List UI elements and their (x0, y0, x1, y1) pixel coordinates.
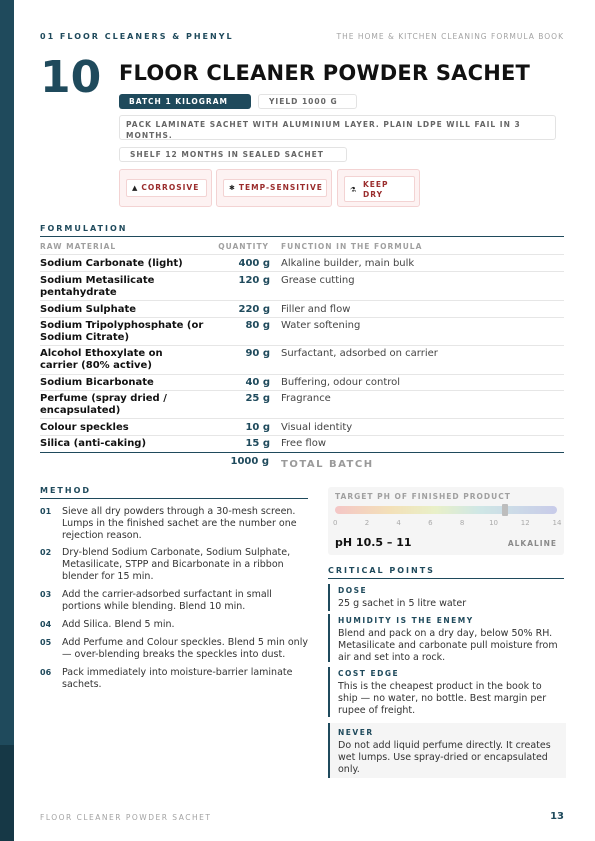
step-number: 02 (40, 548, 52, 557)
section-label: 01 FLOOR CLEANERS & PHENYL (40, 32, 234, 41)
book-title: THE HOME & KITCHEN CLEANING FORMULA BOOK (336, 32, 564, 41)
ph-tick: 4 (396, 519, 401, 527)
step-text: Pack immediately into moisture-barrier laminate sachets. (62, 667, 293, 690)
step-number: 01 (40, 507, 52, 516)
hazard-label: KEEP DRY (363, 180, 389, 199)
flame-icon: ▲ (132, 184, 139, 192)
material-quantity: 400 g (238, 258, 270, 269)
hazard-label: CORROSIVE (141, 183, 200, 192)
step-number: 03 (40, 590, 52, 599)
material-function: Visual identity (281, 422, 353, 433)
method-step (40, 506, 310, 542)
material-name: Sodium Sulphate (40, 304, 137, 315)
critical-points-divider (328, 578, 564, 579)
critical-point-humidity (328, 614, 566, 662)
shelf-pill: SHELF 12 MONTHS IN SEALED SACHET (119, 147, 347, 162)
ph-scale-bar (335, 506, 557, 514)
method-divider (40, 498, 308, 499)
material-name: Sodium Metasilicate pentahydrate (40, 275, 155, 298)
recipe-number: 10 (40, 52, 102, 103)
material-name: Silica (anti-caking) (40, 438, 147, 449)
step-number: 06 (40, 668, 52, 677)
critical-point-text: 25 g sachet in 5 litre water (338, 598, 467, 609)
step-text: Add Perfume and Colour speckles. Blend 5 min only — over-blending breaks the speckles into dust. (62, 637, 308, 660)
pack-pill: PACK LAMINATE SACHET WITH ALUMINIUM LAYER. PLAIN LDPE WILL FAIL IN 3 MONTHS. (119, 115, 556, 140)
material-name: Perfume (spray dried / encapsulated) (40, 393, 167, 416)
batch-pill: BATCH 1 KILOGRAM (119, 94, 251, 109)
step-text: Sieve all dry powders through a 30-mesh screen. Lumps in the finished sachet are the number one rejection reason. (62, 506, 297, 541)
ph-title: TARGET PH OF FINISHED PRODUCT (335, 492, 511, 501)
method-step (40, 547, 310, 583)
table-row (40, 272, 564, 301)
material-name: Sodium Carbonate (light) (40, 258, 183, 269)
table-row (40, 345, 564, 375)
critical-point-text: Blend and pack on a dry day, below 50% RH. Metasilicate and carbonate pull moisture from air and set into a rock. (338, 628, 558, 663)
table-row (40, 435, 564, 451)
column-header-quantity: QUANTITY (218, 242, 269, 251)
column-header-function: FUNCTION IN THE FORMULA (281, 242, 423, 251)
ph-tick: 0 (333, 519, 338, 527)
sidebar-accent-bottom (0, 745, 14, 841)
hazard-badge-corrosive (119, 169, 212, 207)
total-quantity: 1000 g (230, 456, 269, 467)
ph-tick: 2 (364, 519, 370, 527)
table-row (40, 374, 564, 391)
ph-panel (328, 487, 564, 555)
critical-point-label: COST EDGE (338, 669, 400, 678)
ph-classification: ALKALINE (507, 539, 557, 548)
material-name: Sodium Tripolyphosphate (or Sodium Citrate) (40, 320, 204, 343)
hazard-badge-keep-dry (337, 169, 420, 207)
material-function: Alkaline builder, main bulk (281, 258, 415, 269)
material-function: Buffering, odour control (281, 377, 401, 388)
formulation-divider (40, 236, 564, 237)
ph-tick: 8 (459, 519, 465, 527)
page-title: FLOOR CLEANER POWDER SACHET (119, 61, 531, 85)
total-divider (40, 452, 564, 453)
material-function: Fragrance (281, 393, 331, 404)
formulation-heading: FORMULATION (40, 224, 128, 233)
footer-title: FLOOR CLEANER POWDER SACHET (40, 813, 212, 822)
critical-point-text: This is the cheapest product in the book to ship — no water, no bottle. Best margin per rupee of freight. (338, 681, 547, 716)
step-text: Add the carrier-adsorbed surfactant in small portions while blending. Blend 10 min. (62, 589, 272, 612)
critical-point-text: Do not add liquid perfume directly. It creates wet lumps. Use spray-dried or encapsulated only. (338, 740, 551, 775)
snowflake-icon: ✱ (229, 184, 236, 192)
ph-target-marker (502, 504, 508, 516)
table-row (40, 301, 564, 318)
critical-point-label: NEVER (338, 728, 374, 737)
critical-point-cost-edge (328, 667, 566, 717)
material-name: Sodium Bicarbonate (40, 377, 154, 388)
critical-point-label: DOSE (338, 586, 368, 595)
ph-tick: 6 (428, 519, 433, 527)
material-quantity: 220 g (238, 304, 270, 315)
material-function: Surfactant, adsorbed on carrier (281, 348, 438, 359)
ph-value: pH 10.5 – 11 (335, 536, 412, 549)
table-row (40, 419, 564, 436)
method-step (40, 619, 310, 631)
yield-pill: YIELD 1000 G (258, 94, 357, 109)
hazard-label: TEMP-SENSITIVE (238, 183, 323, 192)
hazard-badge-temp-sensitive (216, 169, 332, 207)
material-quantity: 80 g (245, 320, 270, 331)
critical-points-heading: CRITICAL POINTS (328, 566, 435, 575)
material-function: Water softening (281, 320, 361, 331)
critical-point-dose (328, 584, 566, 611)
page-number: 13 (550, 811, 564, 822)
material-quantity: 90 g (245, 348, 270, 359)
critical-point-never (328, 723, 566, 778)
material-function: Filler and flow (281, 304, 351, 315)
material-function: Grease cutting (281, 275, 355, 286)
step-number: 04 (40, 620, 52, 629)
method-heading: METHOD (40, 486, 92, 495)
material-quantity: 40 g (245, 377, 270, 388)
material-quantity: 10 g (245, 422, 270, 433)
table-row (40, 255, 564, 272)
column-header-material: RAW MATERIAL (40, 242, 117, 251)
table-row (40, 317, 564, 346)
step-number: 05 (40, 638, 52, 647)
material-quantity: 15 g (245, 438, 270, 449)
ph-tick: 10 (489, 519, 498, 527)
material-quantity: 120 g (238, 275, 270, 286)
table-row (40, 390, 564, 419)
method-step (40, 589, 310, 613)
material-quantity: 25 g (245, 393, 270, 404)
material-function: Free flow (281, 438, 326, 449)
material-name: Alcohol Ethoxylate on carrier (80% active) (40, 348, 163, 371)
step-text: Add Silica. Blend 5 min. (62, 619, 175, 630)
sidebar-accent (0, 0, 14, 841)
material-name: Colour speckles (40, 422, 129, 433)
ph-tick: 14 (552, 519, 562, 527)
ph-tick: 12 (520, 519, 530, 527)
method-step (40, 637, 310, 661)
step-text: Dry-blend Sodium Carbonate, Sodium Sulphate, Metasilicate, STPP and Bicarbonate in a ribbon blender for 15 min. (62, 547, 291, 582)
method-step (40, 667, 310, 691)
critical-point-label: HUMIDITY IS THE ENEMY (338, 616, 474, 625)
droplet-icon: ⚗ (350, 186, 358, 194)
total-label: TOTAL BATCH (281, 459, 374, 470)
